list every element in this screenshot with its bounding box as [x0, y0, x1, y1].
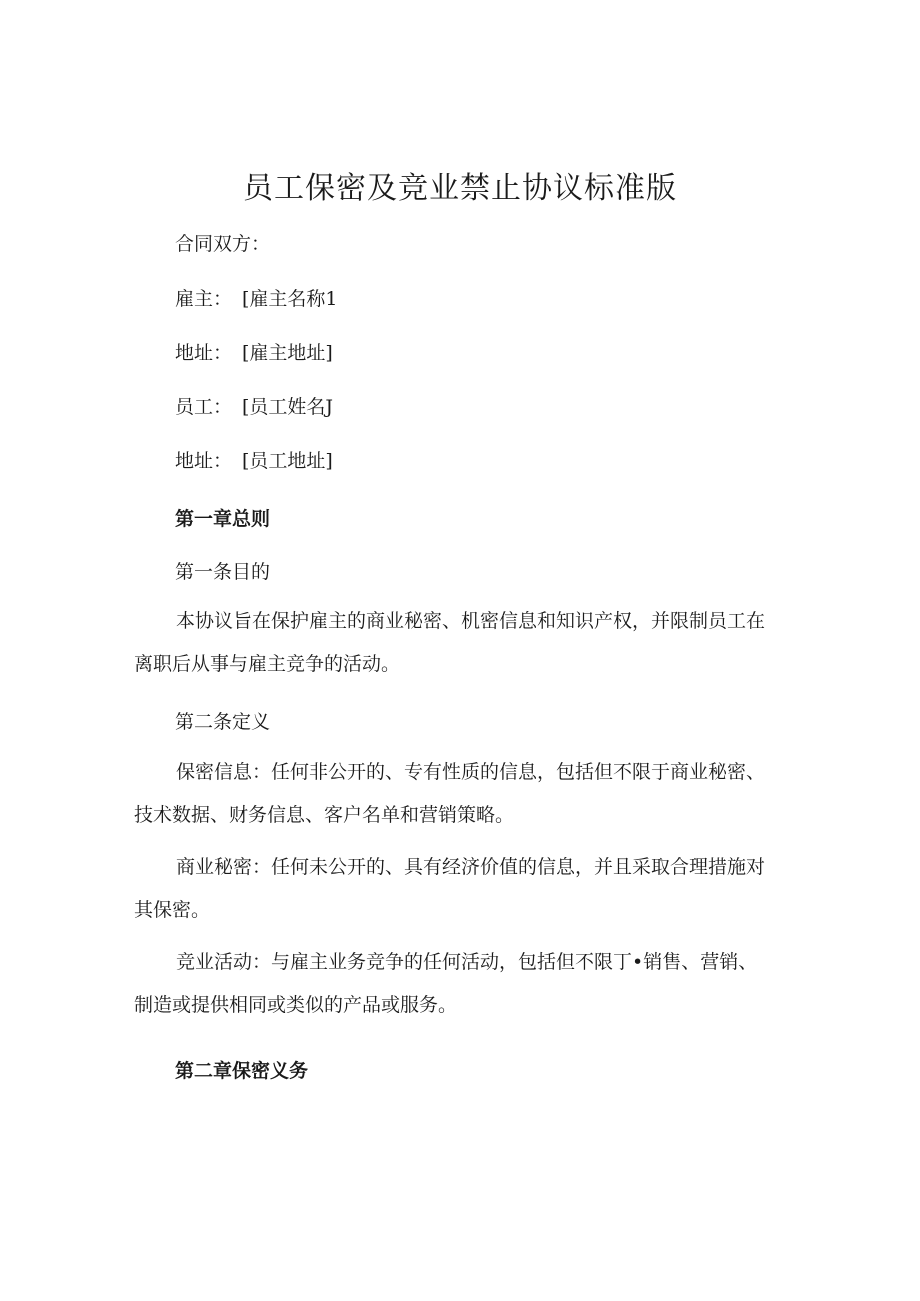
employer-address-label: 地址： [175, 342, 233, 364]
employee-name-value: [员工姓名J [242, 396, 334, 418]
definition-competitive-activity: 竞业活动：与雇主业务竞争的任何活动，包括但不限丁•销售、营销、制造或提供相同或类似的产品或服务。 [134, 951, 758, 1016]
employer-name-line [175, 284, 338, 311]
article-2-title: 第二条定义 [175, 711, 271, 733]
definition-confidential-info: 保密信息：任何非公开的、专有性质的信息，包括但不限于商业秘密、技术数据、财务信息、客户名单和营销策略。 [134, 761, 766, 826]
employer-label: 雇主： [175, 288, 233, 310]
employee-name-line [175, 392, 333, 419]
article-1-title: 第一条目的 [175, 561, 271, 583]
employer-name-value: [雇主名称1 [242, 288, 338, 310]
definition-trade-secret: 商业秘密：任何未公开的、具有经济价值的信息，并且采取合理措施对其保密。 [134, 856, 766, 921]
chapter-1-heading: 第一章总则 [175, 508, 271, 530]
article-1-text: 本协议旨在保护雇主的商业秘密、机密信息和知识产权，并限制员工在离职后从事与雇主竞争的活动。 [134, 610, 766, 675]
document-title: 员工保密及竞业禁止协议标准版 [243, 171, 677, 206]
employee-address-line [175, 446, 333, 473]
chapter-2-heading: 第二章保密义务 [175, 1060, 309, 1082]
employer-address-value: [雇主地址] [242, 342, 333, 364]
employee-label: 员工： [175, 396, 233, 418]
employee-address-value: [员工地址] [242, 450, 333, 472]
employee-address-label: 地址： [175, 450, 233, 472]
employer-address-line [175, 338, 333, 365]
parties-label: 合同双方： [175, 233, 271, 255]
